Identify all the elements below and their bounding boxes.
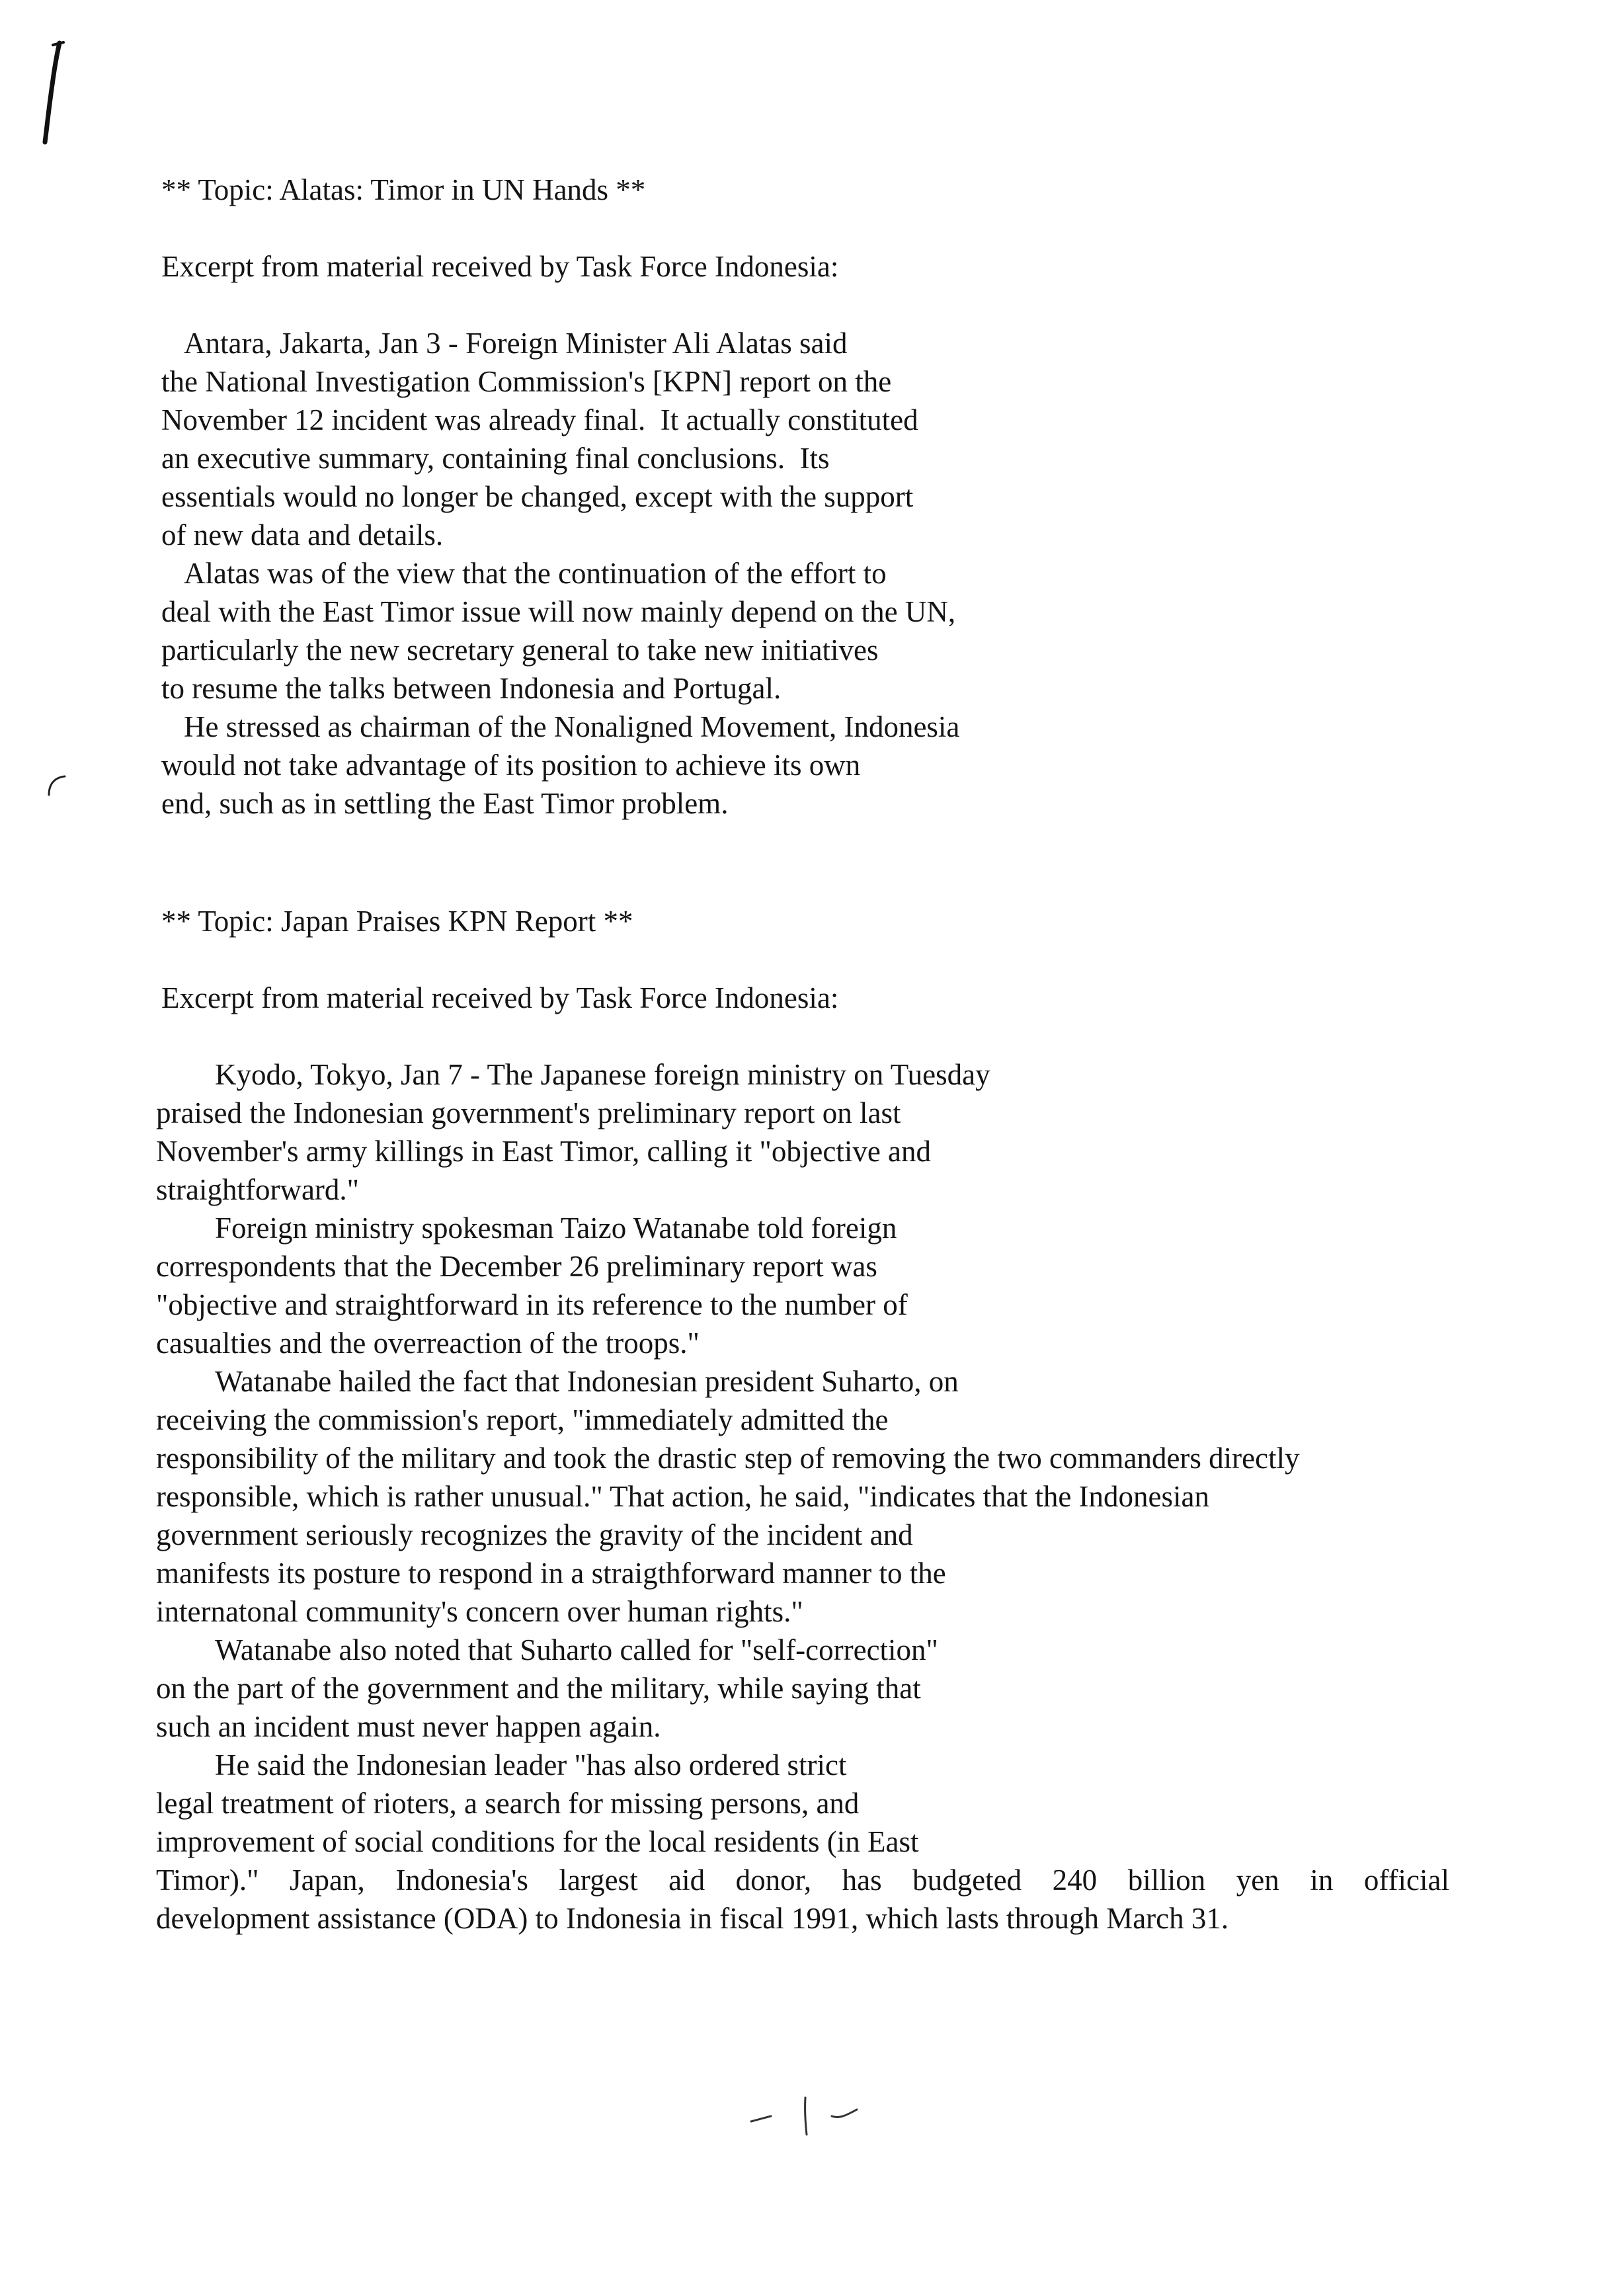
article2-line: development assistance (ODA) to Indonesia in fiscal 1991, which lasts through March 31. — [156, 1902, 1229, 1935]
article2-line: manifests its posture to respond in a straigthforward manner to the — [156, 1557, 946, 1590]
article2-line: on the part of the government and the military, while saying that — [156, 1672, 921, 1705]
article1-line: the National Investigation Commission's [KPN] report on the — [161, 365, 892, 398]
article1-line: would not take advantage of its position to achieve its own — [161, 749, 861, 782]
article2-line: government seriously recognizes the gravity of the incident and — [156, 1518, 913, 1551]
article1-line: He stressed as chairman of the Nonaligned Movement, Indonesia — [184, 710, 960, 743]
article1-excerpt: Excerpt from material received by Task Force Indonesia: — [161, 250, 839, 283]
article1-line: to resume the talks between Indonesia and Portugal. — [161, 672, 782, 705]
article1-topic: ** Topic: Alatas: Timor in UN Hands ** — [161, 173, 646, 206]
article1-line: essentials would no longer be changed, except with the support — [161, 480, 914, 513]
article1-line: of new data and details. — [161, 518, 444, 552]
article2-line: straightforward." — [156, 1173, 360, 1206]
article1-line: deal with the East Timor issue will now mainly depend on the UN, — [161, 595, 956, 628]
article2-line: responsible, which is rather unusual." That action, he said, "indicates that the Indonesian — [156, 1480, 1209, 1513]
article2-line: November's army killings in East Timor, calling it "objective and — [156, 1135, 932, 1168]
handwritten-margin-mark-middle — [44, 772, 70, 799]
article1-line: end, such as in settling the East Timor problem. — [161, 787, 729, 820]
handwritten-margin-mark-top — [33, 40, 73, 145]
article1-line: November 12 incident was already final. It actually constituted — [161, 403, 918, 436]
article2-line: He said the Indonesian leader "has also ordered strict — [215, 1748, 847, 1782]
article2-line: legal treatment of rioters, a search for missing persons, and — [156, 1787, 860, 1820]
article2-line: internatonal community's concern over human rights." — [156, 1595, 803, 1628]
article2-line: such an incident must never happen again. — [156, 1710, 661, 1743]
article2-line: Timor)." Japan, Indonesia's largest aid donor, has budgeted 240 billion yen in official — [156, 1864, 1449, 1897]
article1-line: particularly the new secretary general to take new initiatives — [161, 634, 879, 667]
article2-line: receiving the commission's report, "immediately admitted the — [156, 1403, 889, 1436]
article1-line: Alatas was of the view that the continuation of the effort to — [184, 557, 887, 590]
article2-line: praised the Indonesian government's preliminary report on last — [156, 1096, 901, 1129]
article2-line: Watanabe hailed the fact that Indonesian president Suharto, on — [215, 1365, 959, 1398]
article2-line: casualties and the overreaction of the troops." — [156, 1327, 700, 1360]
article2-line: "objective and straightforward in its reference to the number of — [156, 1288, 908, 1321]
article2-line: Foreign ministry spokesman Taizo Watanabe told foreign — [215, 1211, 897, 1245]
article2-line: improvement of social conditions for the local residents (in East — [156, 1825, 919, 1858]
article2-topic: ** Topic: Japan Praises KPN Report ** — [161, 905, 633, 938]
article1-line: Antara, Jakarta, Jan 3 - Foreign Minister Ali Alatas said — [184, 327, 848, 360]
handwritten-page-number — [739, 2090, 871, 2143]
article2-excerpt: Excerpt from material received by Task Force Indonesia: — [161, 981, 839, 1014]
article2-line: Kyodo, Tokyo, Jan 7 - The Japanese foreign ministry on Tuesday — [215, 1058, 990, 1091]
article2-line: responsibility of the military and took the drastic step of removing the two commanders directly — [156, 1442, 1300, 1475]
article1-line: an executive summary, containing final conclusions. Its — [161, 442, 830, 475]
article2-line: correspondents that the December 26 preliminary report was — [156, 1250, 877, 1283]
article2-line: Watanabe also noted that Suharto called for "self-correction" — [215, 1633, 938, 1666]
